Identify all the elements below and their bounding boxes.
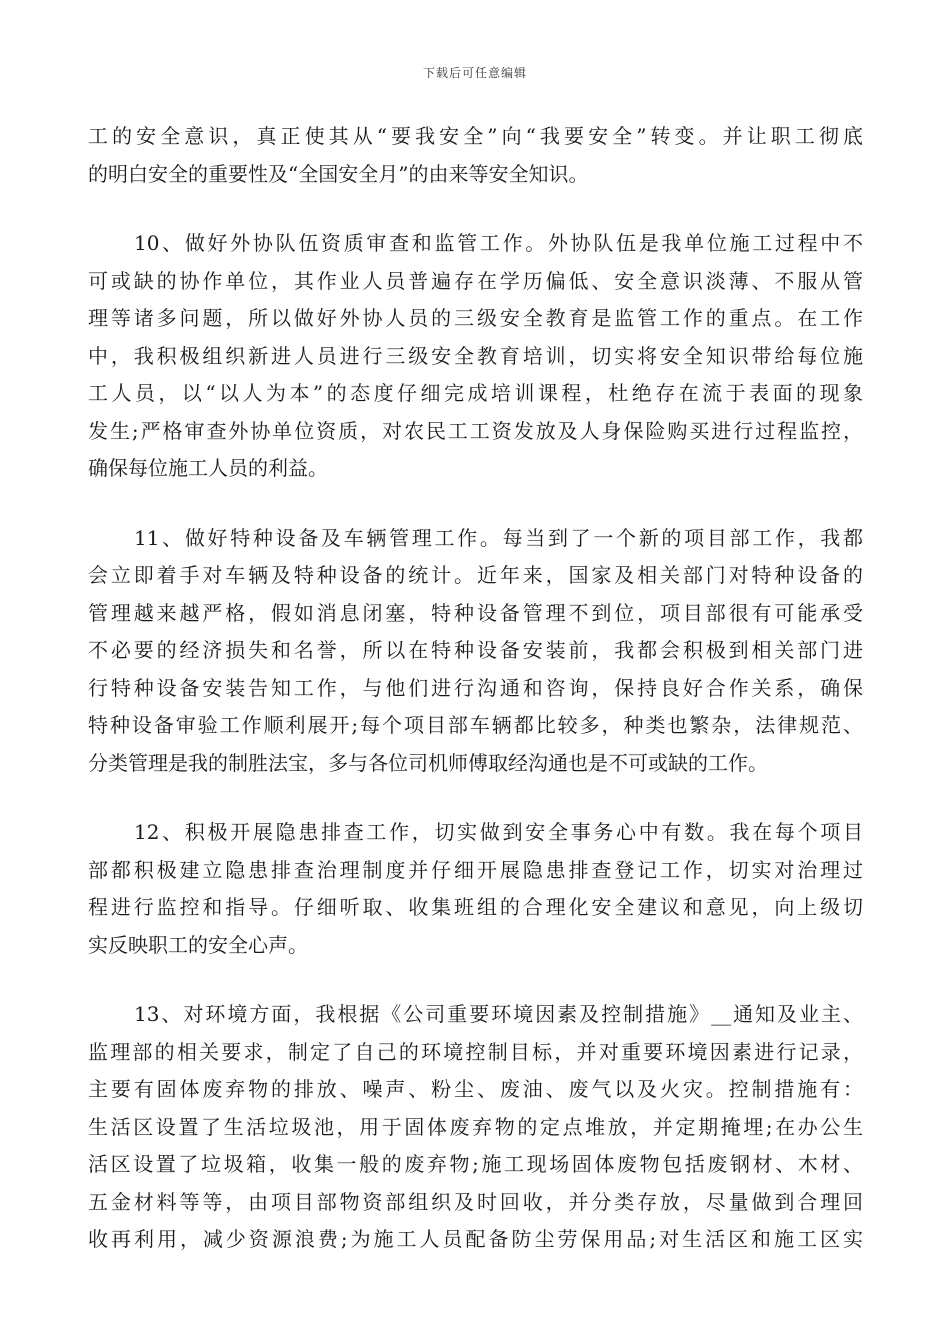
text-line: 可或缺的协作单位，其作业人员普遍存在学历偏低、安全意识淡薄、不服从管: [88, 268, 863, 293]
text-line: 部都积极建立隐患排查治理制度并仔细开展隐患排查登记工作，切实对治理过: [88, 857, 863, 882]
text-line: 收再利用，减少资源浪费;为施工人员配备防尘劳保用品;对生活区和施工区实: [88, 1227, 863, 1251]
text-line: 特种设备审验工作顺利展开;每个项目部车辆都比较多，种类也繁杂，法律规范、: [88, 713, 863, 737]
paragraph-item-12: [88, 814, 863, 964]
text-line: 工人员，以“以人为本”的态度仔细完成培训课程，杜绝存在流于表面的现象: [88, 381, 863, 405]
text-line: 的明白安全的重要性及“全国安全月”的由来等安全知识。: [88, 161, 589, 186]
page-header: 下载后可任意编辑: [422, 66, 527, 80]
paragraph-item-13: [88, 996, 863, 1259]
document-body: [88, 118, 863, 1291]
paragraph-continued: [88, 118, 863, 193]
text-line: 五金材料等等，由项目部物资部组织及时回收，并分类存放，尽量做到合理回: [88, 1189, 863, 1214]
paragraph-item-11: [88, 520, 863, 783]
text-line: 理等诸多问题，所以做好外协人员的三级安全教育是监管工作的重点。在工作: [88, 306, 863, 330]
text-line: 12、积极开展隐患排查工作，切实做到安全事务心中有数。我在每个项目: [134, 820, 863, 844]
text-line: 程进行监控和指导。仔细听取、收集班组的合理化安全建议和意见，向上级切: [88, 895, 863, 919]
text-line: 中，我积极组织新进人员进行三级安全教育培训，切实将安全知识带给每位施: [88, 343, 863, 368]
text-line: 11、做好特种设备及车辆管理工作。每当到了一个新的项目部工作，我都: [134, 525, 863, 550]
text-line: 行特种设备安装告知工作，与他们进行沟通和咨询，保持良好合作关系，确保: [88, 675, 863, 700]
text-line: 确保每位施工人员的利益。: [88, 456, 328, 480]
text-line: 管理越来越严格，假如消息闭塞，特种设备管理不到位，项目部很有可能承受: [88, 600, 863, 625]
paragraph-item-10: [88, 225, 863, 488]
text-line: 工的安全意识，真正使其从“要我安全”向“我要安全”转变。并让职工彻底: [88, 124, 863, 148]
text-line: 会立即着手对车辆及特种设备的统计。近年来，国家及相关部门对特种设备的: [88, 563, 863, 587]
text-line: 分类管理是我的制胜法宝，多与各位司机师傅取经沟通也是不可或缺的工作。: [88, 750, 768, 775]
text-line: 活区设置了垃圾箱，收集一般的废弃物;施工现场固体废物包括废钢材、木材、: [88, 1152, 863, 1176]
text-line: 主要有固体废弃物的排放、噪声、粉尘、废油、废气以及火灾。控制措施有：: [88, 1077, 863, 1101]
text-line: 实反映职工的安全心声。: [88, 932, 308, 957]
text-line: 13、对环境方面，我根据《公司重要环境因素及控制措施》__通知及业主、: [134, 1002, 863, 1026]
text-line: 生活区设置了生活垃圾池，用于固体废弃物的定点堆放，并定期掩埋;在办公生: [88, 1114, 863, 1139]
text-line: 发生;严格审查外协单位资质，对农民工工资发放及人身保险购买进行过程监控，: [88, 418, 863, 443]
text-line: 不必要的经济损失和名誉，所以在特种设备安装前，我都会积极到相关部门进: [88, 638, 863, 662]
text-line: 监理部的相关要求，制定了自己的环境控制目标，并对重要环境因素进行记录，: [88, 1039, 863, 1064]
text-line: 10、做好外协队伍资质审查和监管工作。外协队伍是我单位施工过程中不: [134, 231, 863, 255]
